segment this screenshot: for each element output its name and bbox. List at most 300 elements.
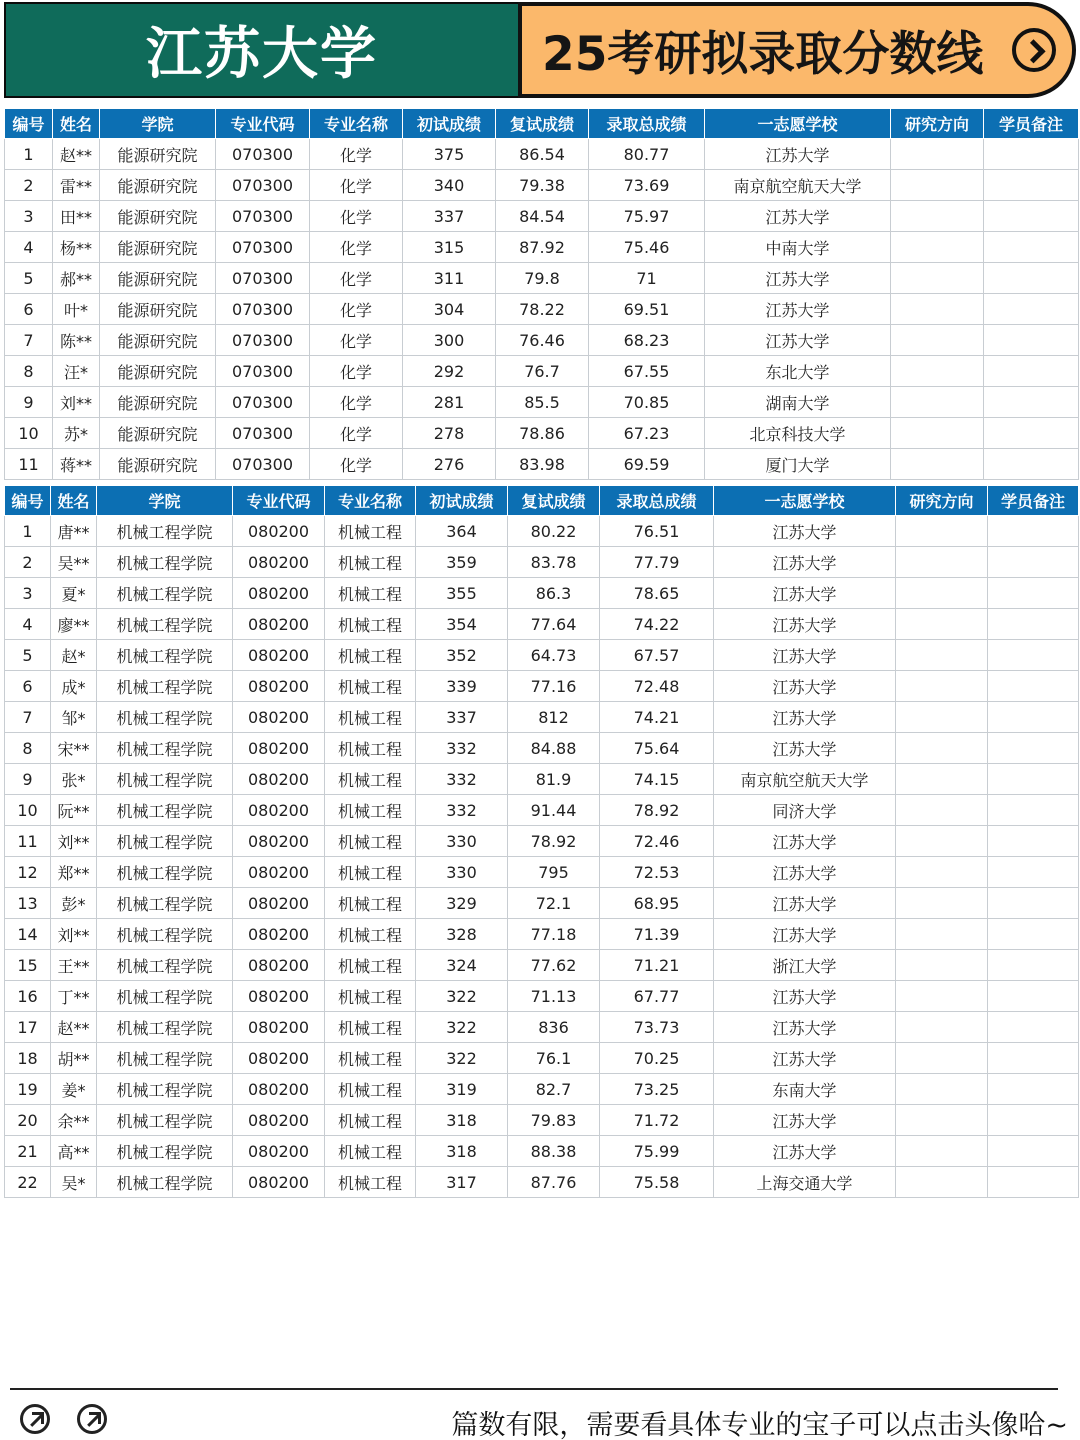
table-cell: 江苏大学 xyxy=(714,609,896,640)
table-cell: 能源研究院 xyxy=(100,356,216,387)
column-header: 编号 xyxy=(5,486,51,516)
table-cell: 8 xyxy=(5,733,51,764)
table-cell: 070300 xyxy=(216,201,310,232)
table-cell: 化学 xyxy=(310,387,403,418)
table-cell: 机械工程 xyxy=(325,609,416,640)
table-row xyxy=(5,1105,1079,1136)
header-row xyxy=(5,109,1079,139)
table-cell: 78.22 xyxy=(496,294,589,325)
share-arrow-icon[interactable] xyxy=(20,1404,50,1434)
table-cell: 江苏大学 xyxy=(714,671,896,702)
table-cell: 070300 xyxy=(216,232,310,263)
table-cell xyxy=(891,232,984,263)
table-cell xyxy=(984,325,1079,356)
table-cell: 21 xyxy=(5,1136,51,1167)
column-header: 一志愿学校 xyxy=(714,486,896,516)
table-cell: 080200 xyxy=(233,1012,325,1043)
table-row xyxy=(5,139,1079,170)
table-cell: 江苏大学 xyxy=(705,263,891,294)
table-cell: 杨** xyxy=(53,232,100,263)
table-cell: 73.69 xyxy=(589,170,705,201)
table-cell: 机械工程学院 xyxy=(97,1074,233,1105)
table-cell: 71.21 xyxy=(600,950,714,981)
table-cell: 江苏大学 xyxy=(714,1136,896,1167)
table-cell: 354 xyxy=(416,609,508,640)
table-cell: 81.9 xyxy=(508,764,600,795)
table-row xyxy=(5,325,1079,356)
table-cell: 75.58 xyxy=(600,1167,714,1198)
table-cell: 12 xyxy=(5,857,51,888)
table-cell: 机械工程学院 xyxy=(97,888,233,919)
table-cell: 2 xyxy=(5,547,51,578)
table-cell: 64.73 xyxy=(508,640,600,671)
table-cell: 080200 xyxy=(233,764,325,795)
table-cell: 姜* xyxy=(51,1074,97,1105)
table-cell: 北京科技大学 xyxy=(705,418,891,449)
table-cell: 机械工程学院 xyxy=(97,733,233,764)
table-cell: 77.18 xyxy=(508,919,600,950)
column-header: 姓名 xyxy=(53,109,100,139)
table-cell: 79.8 xyxy=(496,263,589,294)
table-cell: 江苏大学 xyxy=(714,857,896,888)
table-cell: 机械工程 xyxy=(325,1012,416,1043)
column-header: 学员备注 xyxy=(984,109,1079,139)
table-cell: 6 xyxy=(5,671,51,702)
table-row xyxy=(5,950,1079,981)
table-cell xyxy=(988,888,1079,919)
score-line-title-text: 25考研拟录取分数线 xyxy=(542,26,984,82)
table-cell xyxy=(891,418,984,449)
table-cell: 机械工程学院 xyxy=(97,764,233,795)
table-row xyxy=(5,609,1079,640)
table-cell: 南京航空航天大学 xyxy=(714,764,896,795)
table-cell: 机械工程学院 xyxy=(97,640,233,671)
table-row xyxy=(5,356,1079,387)
table-row xyxy=(5,1012,1079,1043)
table-cell xyxy=(891,325,984,356)
table-cell: 80.22 xyxy=(508,516,600,547)
table-cell xyxy=(988,671,1079,702)
table-cell: 17 xyxy=(5,1012,51,1043)
table-cell: 80.77 xyxy=(589,139,705,170)
table-cell: 9 xyxy=(5,764,51,795)
table-cell: 84.54 xyxy=(496,201,589,232)
column-header: 学院 xyxy=(100,109,216,139)
footer-note: 篇数有限，需要看具体专业的宝子可以点击头像哈~ xyxy=(451,1410,1068,1440)
table-cell: 322 xyxy=(416,1012,508,1043)
table-cell: 浙江大学 xyxy=(714,950,896,981)
column-header: 初试成绩 xyxy=(416,486,508,516)
table-cell: 机械工程 xyxy=(325,888,416,919)
table-cell: 化学 xyxy=(310,449,403,480)
column-header: 录取总成绩 xyxy=(589,109,705,139)
table-cell: 机械工程学院 xyxy=(97,981,233,1012)
table-cell xyxy=(891,170,984,201)
table-cell: 75.46 xyxy=(589,232,705,263)
table-cell: 田** xyxy=(53,201,100,232)
table-cell: 江苏大学 xyxy=(714,1012,896,1043)
table-cell: 机械工程学院 xyxy=(97,1105,233,1136)
table-cell: 雷** xyxy=(53,170,100,201)
table-cell: 能源研究院 xyxy=(100,387,216,418)
table-cell xyxy=(891,387,984,418)
table-cell: 77.79 xyxy=(600,547,714,578)
table-cell: 79.83 xyxy=(508,1105,600,1136)
table-cell xyxy=(896,857,988,888)
table-cell: 304 xyxy=(403,294,496,325)
table-cell: 厦门大学 xyxy=(705,449,891,480)
table-row xyxy=(5,387,1079,418)
table-cell: 刘** xyxy=(51,826,97,857)
table-cell xyxy=(988,1136,1079,1167)
table-cell: 机械工程 xyxy=(325,1136,416,1167)
table-cell: 328 xyxy=(416,919,508,950)
table-cell xyxy=(988,764,1079,795)
table-cell: 江苏大学 xyxy=(714,702,896,733)
column-header: 专业名称 xyxy=(310,109,403,139)
table-cell xyxy=(896,1105,988,1136)
table-cell: 江苏大学 xyxy=(714,733,896,764)
table-cell: 337 xyxy=(403,201,496,232)
table-cell: 上海交通大学 xyxy=(714,1167,896,1198)
table-cell: 339 xyxy=(416,671,508,702)
table-cell: 812 xyxy=(508,702,600,733)
table-cell: 77.62 xyxy=(508,950,600,981)
table-cell xyxy=(896,671,988,702)
table-cell: 324 xyxy=(416,950,508,981)
table-cell: 070300 xyxy=(216,449,310,480)
table-cell: 278 xyxy=(403,418,496,449)
table-row xyxy=(5,547,1079,578)
table-cell: 汪* xyxy=(53,356,100,387)
table-cell xyxy=(988,919,1079,950)
table-cell: 王** xyxy=(51,950,97,981)
table-cell: 刘** xyxy=(51,919,97,950)
table-cell: 77.16 xyxy=(508,671,600,702)
table-cell: 机械工程学院 xyxy=(97,702,233,733)
table-cell xyxy=(896,578,988,609)
table-cell: 机械工程学院 xyxy=(97,1167,233,1198)
table-cell: 10 xyxy=(5,795,51,826)
table-cell: 东北大学 xyxy=(705,356,891,387)
table-cell: 88.38 xyxy=(508,1136,600,1167)
table-cell: 080200 xyxy=(233,547,325,578)
table-cell: 叶* xyxy=(53,294,100,325)
table-row xyxy=(5,516,1079,547)
table-cell: 江苏大学 xyxy=(714,1105,896,1136)
table-cell xyxy=(896,547,988,578)
table-row xyxy=(5,640,1079,671)
table-cell: 江苏大学 xyxy=(714,516,896,547)
column-header: 姓名 xyxy=(51,486,97,516)
table-cell: 74.21 xyxy=(600,702,714,733)
table-cell: 郝** xyxy=(53,263,100,294)
table-cell: 73.73 xyxy=(600,1012,714,1043)
table-cell: 18 xyxy=(5,1043,51,1074)
table-cell: 同济大学 xyxy=(714,795,896,826)
table-cell: 080200 xyxy=(233,795,325,826)
table-cell: 机械工程 xyxy=(325,1043,416,1074)
table-cell: 85.5 xyxy=(496,387,589,418)
table-cell: 机械工程学院 xyxy=(97,857,233,888)
table-cell: 化学 xyxy=(310,418,403,449)
table-cell: 高** xyxy=(51,1136,97,1167)
table-cell: 江苏大学 xyxy=(714,981,896,1012)
table-cell: 070300 xyxy=(216,418,310,449)
energy-institute-table xyxy=(4,108,1079,480)
table-cell: 1 xyxy=(5,516,51,547)
table-cell: 91.44 xyxy=(508,795,600,826)
table-cell: 68.95 xyxy=(600,888,714,919)
table-cell: 邹* xyxy=(51,702,97,733)
table-cell: 机械工程学院 xyxy=(97,795,233,826)
table-cell: 机械工程 xyxy=(325,1167,416,1198)
table-cell: 余** xyxy=(51,1105,97,1136)
table-cell: 江苏大学 xyxy=(714,547,896,578)
table-cell: 15 xyxy=(5,950,51,981)
table-cell: 70.25 xyxy=(600,1043,714,1074)
table-body xyxy=(5,516,1079,1198)
forward-arrow-icon[interactable] xyxy=(77,1404,107,1434)
table-cell: 机械工程 xyxy=(325,516,416,547)
table-cell xyxy=(984,139,1079,170)
table-cell: 机械工程 xyxy=(325,578,416,609)
table-cell: 080200 xyxy=(233,578,325,609)
column-header: 一志愿学校 xyxy=(705,109,891,139)
table-cell: 赵* xyxy=(51,640,97,671)
table-cell: 322 xyxy=(416,981,508,1012)
table-cell: 70.85 xyxy=(589,387,705,418)
table-cell xyxy=(988,733,1079,764)
table-cell: 16 xyxy=(5,981,51,1012)
table-row xyxy=(5,826,1079,857)
table-cell: 71.72 xyxy=(600,1105,714,1136)
table-cell: 3 xyxy=(5,201,53,232)
table-cell: 20 xyxy=(5,1105,51,1136)
table-cell: 19 xyxy=(5,1074,51,1105)
table-cell: 机械工程学院 xyxy=(97,919,233,950)
table-body xyxy=(5,139,1079,480)
table-cell: 67.55 xyxy=(589,356,705,387)
table-cell: 315 xyxy=(403,232,496,263)
table-cell: 87.76 xyxy=(508,1167,600,1198)
table-cell xyxy=(988,826,1079,857)
table-cell: 机械工程学院 xyxy=(97,516,233,547)
table-cell: 311 xyxy=(403,263,496,294)
table-cell xyxy=(988,857,1079,888)
table-cell: 吴* xyxy=(51,1167,97,1198)
table-cell: 能源研究院 xyxy=(100,201,216,232)
column-header: 学员备注 xyxy=(988,486,1079,516)
table-cell xyxy=(896,733,988,764)
table-cell: 4 xyxy=(5,232,53,263)
table-cell xyxy=(896,795,988,826)
table-cell: 机械工程 xyxy=(325,826,416,857)
table-cell xyxy=(891,449,984,480)
table-cell: 72.53 xyxy=(600,857,714,888)
table-cell: 300 xyxy=(403,325,496,356)
table-cell: 330 xyxy=(416,826,508,857)
table-cell: 江苏大学 xyxy=(705,294,891,325)
table-cell: 机械工程 xyxy=(325,857,416,888)
table-cell: 070300 xyxy=(216,263,310,294)
table-cell: 机械工程 xyxy=(325,640,416,671)
table-row xyxy=(5,733,1079,764)
table-cell: 070300 xyxy=(216,294,310,325)
table-header xyxy=(5,486,1079,516)
table-cell: 070300 xyxy=(216,139,310,170)
table-cell xyxy=(896,516,988,547)
table-cell: 332 xyxy=(416,795,508,826)
table-cell: 江苏大学 xyxy=(705,325,891,356)
table-cell: 10 xyxy=(5,418,53,449)
table-cell: 3 xyxy=(5,578,51,609)
table-cell: 070300 xyxy=(216,356,310,387)
table-cell: 南京航空航天大学 xyxy=(705,170,891,201)
table-cell xyxy=(984,449,1079,480)
table-cell: 机械工程 xyxy=(325,702,416,733)
table-row xyxy=(5,702,1079,733)
table-cell xyxy=(896,702,988,733)
table-cell: 机械工程学院 xyxy=(97,671,233,702)
table-cell: 080200 xyxy=(233,733,325,764)
table-cell: 4 xyxy=(5,609,51,640)
table-cell: 赵** xyxy=(51,1012,97,1043)
table-cell: 湖南大学 xyxy=(705,387,891,418)
table-cell: 7 xyxy=(5,702,51,733)
table-cell xyxy=(988,1074,1079,1105)
table-cell: 能源研究院 xyxy=(100,418,216,449)
table-cell: 苏* xyxy=(53,418,100,449)
footer-divider xyxy=(10,1388,1058,1390)
table-cell: 68.23 xyxy=(589,325,705,356)
table-cell: 能源研究院 xyxy=(100,449,216,480)
table-cell: 78.92 xyxy=(600,795,714,826)
mechanical-engineering-table xyxy=(4,485,1079,1198)
table-cell: 陈** xyxy=(53,325,100,356)
table-cell: 080200 xyxy=(233,609,325,640)
table-cell xyxy=(896,1074,988,1105)
table-cell: 彭* xyxy=(51,888,97,919)
table-cell xyxy=(891,263,984,294)
table-cell: 能源研究院 xyxy=(100,294,216,325)
column-header: 编号 xyxy=(5,109,53,139)
table-cell: 2 xyxy=(5,170,53,201)
table-cell: 机械工程 xyxy=(325,764,416,795)
table-cell xyxy=(988,516,1079,547)
table-cell: 72.46 xyxy=(600,826,714,857)
table-cell: 吴** xyxy=(51,547,97,578)
table-cell: 5 xyxy=(5,640,51,671)
table-cell: 化学 xyxy=(310,325,403,356)
table-cell: 78.65 xyxy=(600,578,714,609)
table-cell: 江苏大学 xyxy=(714,578,896,609)
table-row xyxy=(5,857,1079,888)
table-cell: 080200 xyxy=(233,857,325,888)
table-cell xyxy=(891,356,984,387)
table-cell: 080200 xyxy=(233,640,325,671)
table-cell: 67.23 xyxy=(589,418,705,449)
table-cell: 宋** xyxy=(51,733,97,764)
table-cell: 机械工程学院 xyxy=(97,1136,233,1167)
column-header: 复试成绩 xyxy=(496,109,589,139)
table-cell: 江苏大学 xyxy=(714,919,896,950)
table-cell: 281 xyxy=(403,387,496,418)
table-cell: 成* xyxy=(51,671,97,702)
table-cell: 7 xyxy=(5,325,53,356)
table-row xyxy=(5,764,1079,795)
table-cell: 080200 xyxy=(233,516,325,547)
table-cell: 080200 xyxy=(233,1105,325,1136)
table-cell: 郑** xyxy=(51,857,97,888)
header-banner xyxy=(0,0,1080,102)
table-cell: 84.88 xyxy=(508,733,600,764)
table-cell xyxy=(896,826,988,857)
table-cell: 机械工程 xyxy=(325,733,416,764)
table-cell xyxy=(896,1167,988,1198)
table-cell: 东南大学 xyxy=(714,1074,896,1105)
table-row xyxy=(5,418,1079,449)
table-cell: 能源研究院 xyxy=(100,232,216,263)
table-cell xyxy=(988,547,1079,578)
table-cell: 74.22 xyxy=(600,609,714,640)
table-cell: 13 xyxy=(5,888,51,919)
table-cell: 83.98 xyxy=(496,449,589,480)
table-cell: 77.64 xyxy=(508,609,600,640)
table-cell: 江苏大学 xyxy=(714,1043,896,1074)
column-header: 专业代码 xyxy=(233,486,325,516)
table-row xyxy=(5,1167,1079,1198)
table-cell: 能源研究院 xyxy=(100,139,216,170)
table-row xyxy=(5,170,1079,201)
table-cell: 340 xyxy=(403,170,496,201)
table-cell: 76.51 xyxy=(600,516,714,547)
table-cell: 机械工程 xyxy=(325,950,416,981)
table-cell: 75.64 xyxy=(600,733,714,764)
table-cell xyxy=(896,981,988,1012)
table-cell: 317 xyxy=(416,1167,508,1198)
table-cell: 292 xyxy=(403,356,496,387)
table-cell: 江苏大学 xyxy=(714,888,896,919)
play-circle-icon[interactable] xyxy=(1012,28,1056,72)
column-header: 专业代码 xyxy=(216,109,310,139)
table-cell: 332 xyxy=(416,733,508,764)
table-cell: 080200 xyxy=(233,981,325,1012)
table-cell: 070300 xyxy=(216,170,310,201)
table-cell: 78.86 xyxy=(496,418,589,449)
column-header: 研究方向 xyxy=(891,109,984,139)
table-cell: 9 xyxy=(5,387,53,418)
table-cell: 机械工程学院 xyxy=(97,609,233,640)
table-cell: 化学 xyxy=(310,356,403,387)
table-cell: 836 xyxy=(508,1012,600,1043)
table-cell: 69.59 xyxy=(589,449,705,480)
table-cell: 机械工程 xyxy=(325,919,416,950)
table-cell: 机械工程学院 xyxy=(97,547,233,578)
table-cell: 赵** xyxy=(53,139,100,170)
table-row xyxy=(5,263,1079,294)
column-header: 录取总成绩 xyxy=(600,486,714,516)
table-cell: 能源研究院 xyxy=(100,263,216,294)
table-cell: 74.15 xyxy=(600,764,714,795)
table-cell: 76.7 xyxy=(496,356,589,387)
table-cell: 86.54 xyxy=(496,139,589,170)
column-header: 研究方向 xyxy=(896,486,988,516)
table-cell: 75.99 xyxy=(600,1136,714,1167)
table-cell xyxy=(891,294,984,325)
table-row xyxy=(5,294,1079,325)
university-title: 江苏大学 xyxy=(4,2,518,98)
